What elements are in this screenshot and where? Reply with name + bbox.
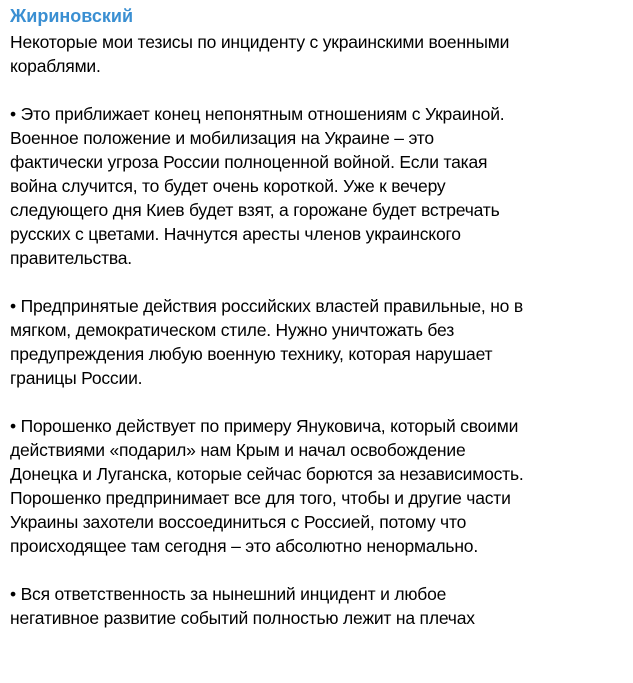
paragraph-line: мягком, демократическом стиле. Нужно уничтожать без bbox=[10, 320, 455, 340]
paragraph-line: Украины захотели воссоединиться с Россией, потому что bbox=[10, 512, 467, 532]
post-paragraph bbox=[10, 102, 623, 270]
paragraph-line: кораблями. bbox=[10, 56, 101, 76]
paragraph-line: • Вся ответственность за нынешний инцидент и любое bbox=[10, 584, 447, 604]
paragraph-line: границы России. bbox=[10, 368, 143, 388]
paragraph-line: Военное положение и мобилизация на Украине – это bbox=[10, 128, 434, 148]
paragraph-line: фактически угроза России полноценной войной. Если такая bbox=[10, 152, 488, 172]
paragraph-line: Порошенко предпринимает все для того, чтобы и другие части bbox=[10, 488, 511, 508]
post-paragraph bbox=[10, 30, 623, 78]
paragraph-line: русских с цветами. Начнутся аресты членов украинского bbox=[10, 224, 461, 244]
post-paragraph bbox=[10, 582, 623, 630]
post-body bbox=[10, 30, 623, 630]
paragraph-line: правительства. bbox=[10, 248, 132, 268]
paragraph-line: • Предпринятые действия российских властей правильные, но в bbox=[10, 296, 523, 316]
paragraph-line: Некоторые мои тезисы по инциденту с украинскими военными bbox=[10, 32, 510, 52]
paragraph-line: негативное развитие событий полностью лежит на плечах bbox=[10, 608, 475, 628]
paragraph-line: следующего дня Киев будет взят, а горожане будет встречать bbox=[10, 200, 500, 220]
paragraph-line: война случится, то будет очень короткой. Уже к вечеру bbox=[10, 176, 446, 196]
post-paragraph bbox=[10, 414, 623, 558]
paragraph-line: предупреждения любую военную технику, которая нарушает bbox=[10, 344, 493, 364]
paragraph-line: • Это приближает конец непонятным отношениям с Украиной. bbox=[10, 104, 505, 124]
post-author[interactable]: Жириновский bbox=[10, 6, 134, 26]
paragraph-line: происходящее там сегодня – это абсолютно ненормально. bbox=[10, 536, 478, 556]
paragraph-line: Донецка и Луганска, которые сейчас борются за независимость. bbox=[10, 464, 524, 484]
post-paragraph bbox=[10, 294, 623, 390]
paragraph-line: действиями «подарил» нам Крым и начал освобождение bbox=[10, 440, 466, 460]
paragraph-line: • Порошенко действует по примеру Януковича, который своими bbox=[10, 416, 519, 436]
